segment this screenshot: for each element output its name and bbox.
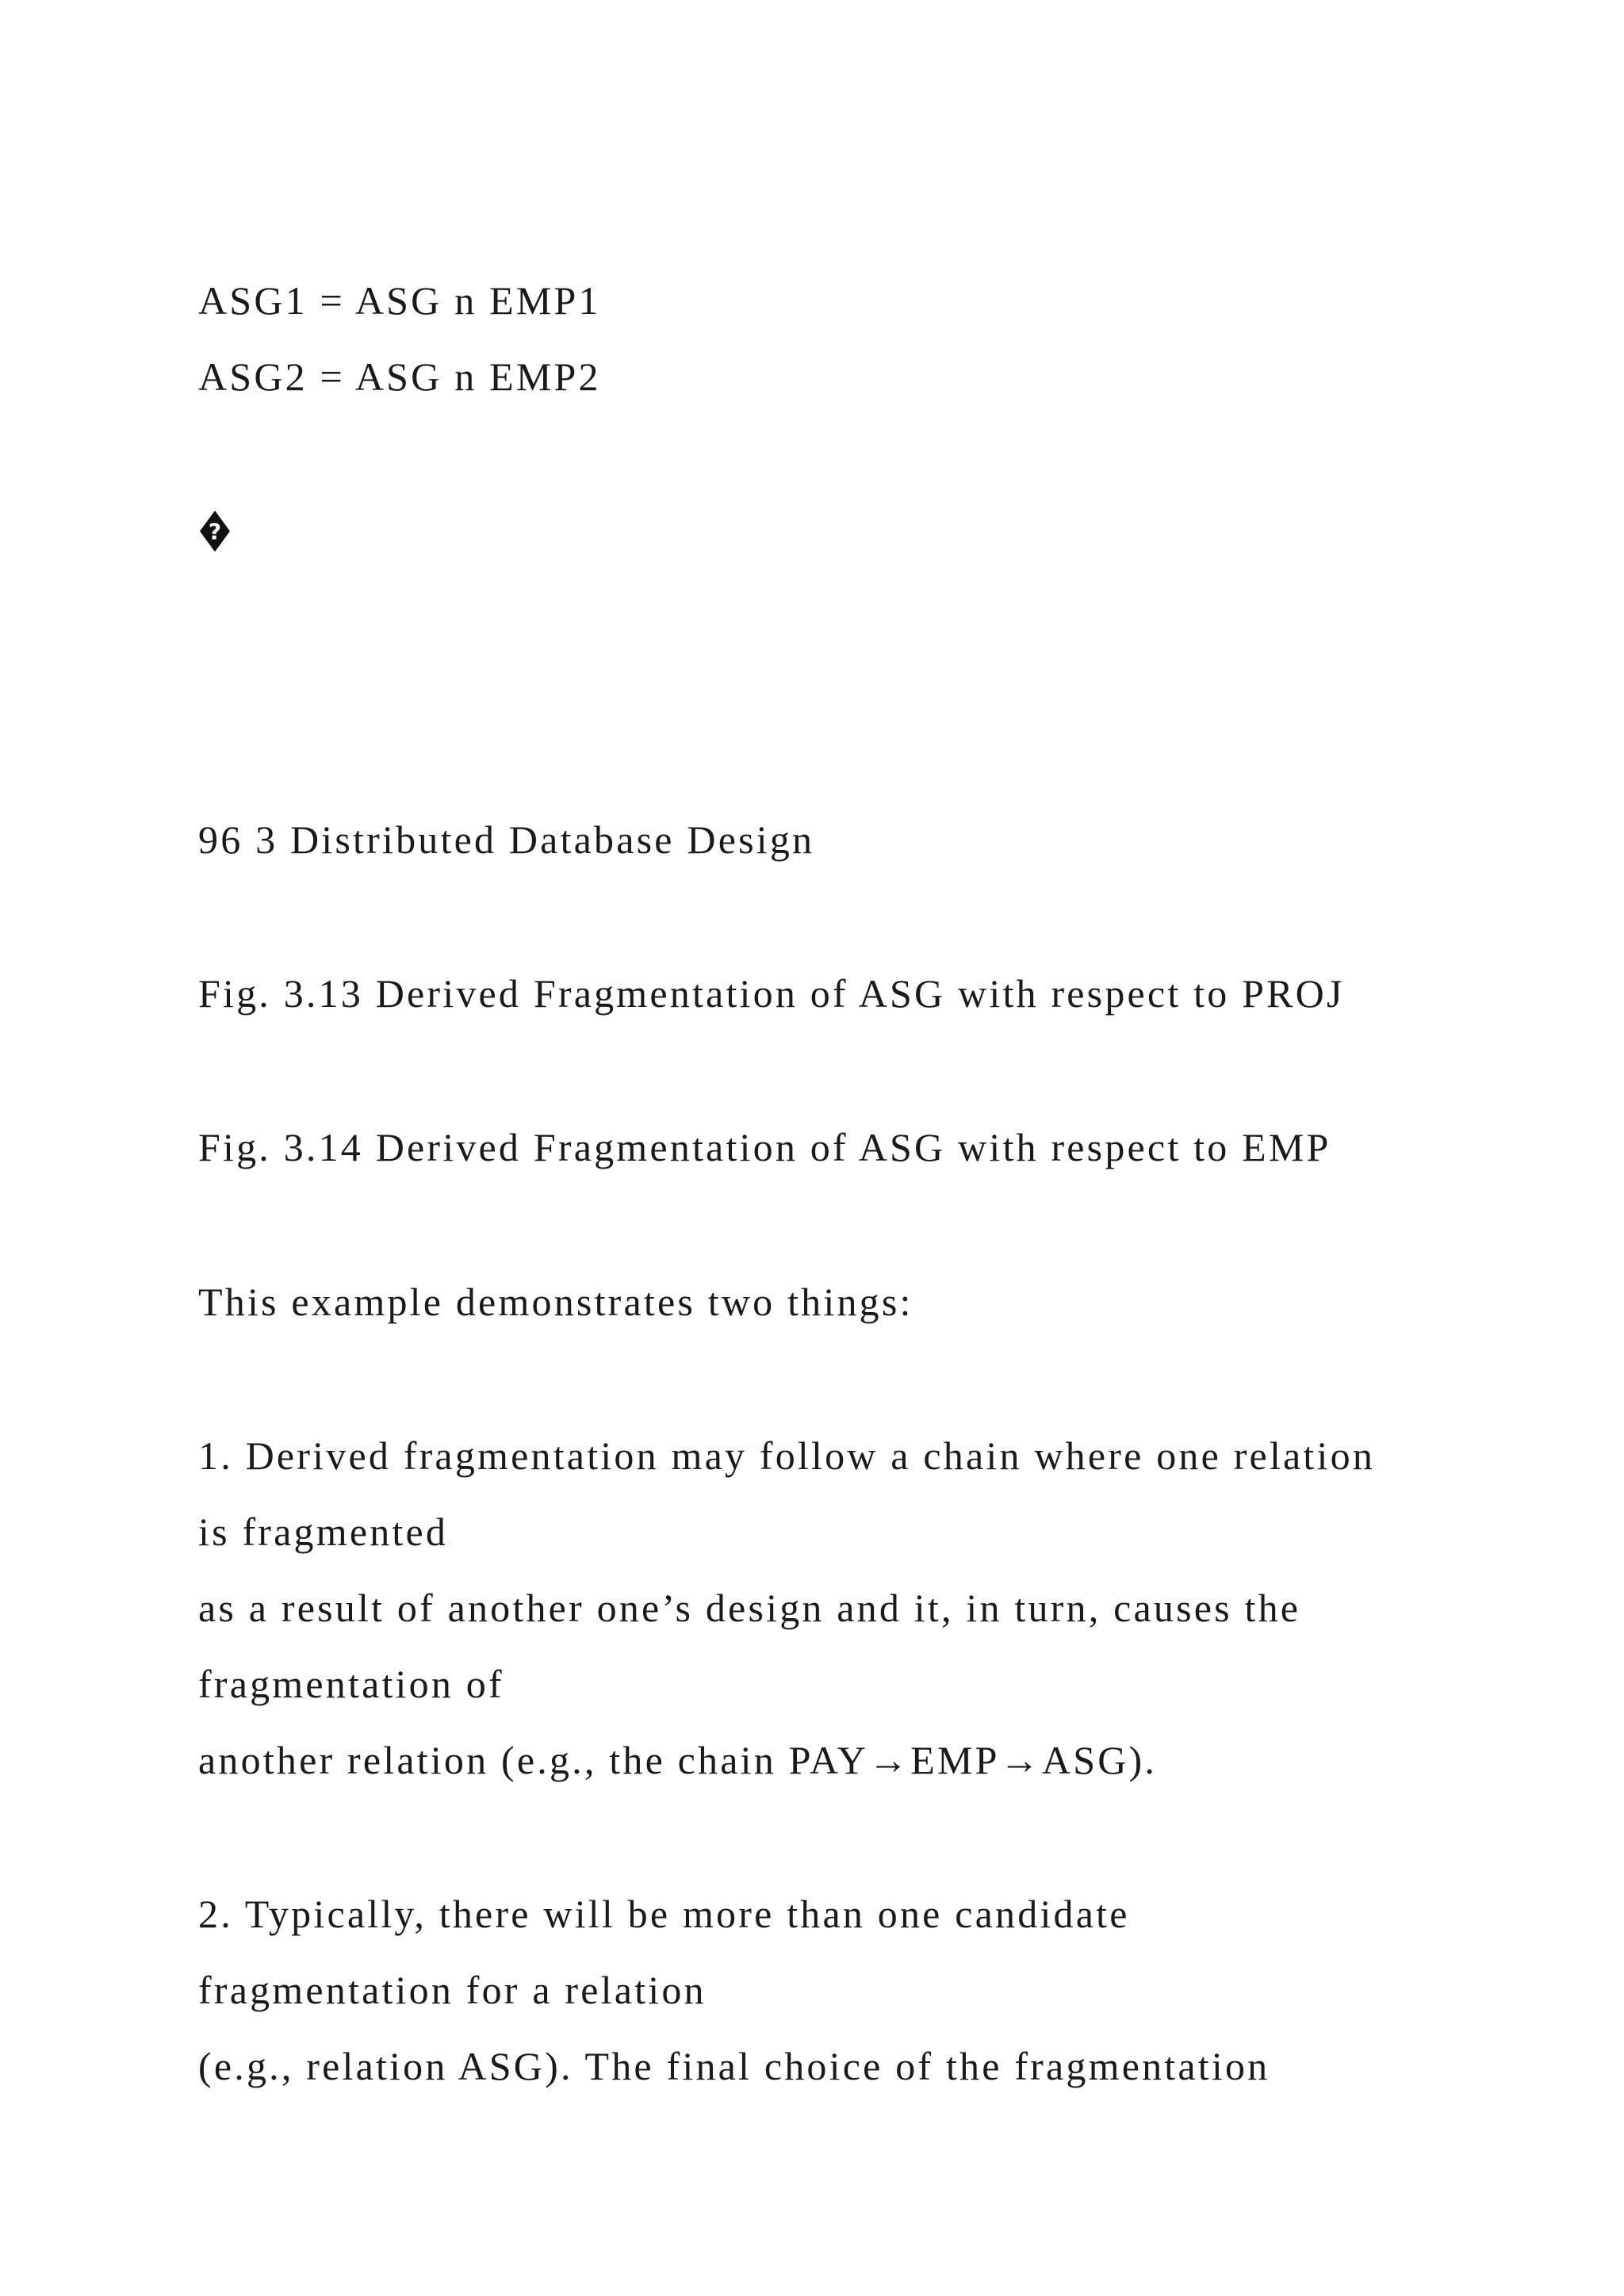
equation-asg1: ASG1 = ASG n EMP1 (198, 278, 601, 323)
point-1-line-3: as a result of another one’s design and it, in turn, causes the (198, 1586, 1301, 1630)
point-1-line-5: another relation (e.g., the chain PAY→EMP→ASG). (198, 1738, 1158, 1782)
point-2-line-2: fragmentation for a relation (198, 1968, 707, 2012)
point-1-line-2: is fragmented (198, 1510, 449, 1554)
figure-caption-3-14: Fig. 3.14 Derived Fragmentation of ASG with respect to EMP (198, 1125, 1331, 1169)
point-2-line-1: 2. Typically, there will be more than one candidate (198, 1892, 1130, 1936)
running-header: 96 3 Distributed Database Design (198, 817, 815, 862)
point-1-line-4: fragmentation of (198, 1662, 504, 1706)
point-1-line-1: 1. Derived fragmentation may follow a chain where one relation (198, 1433, 1376, 1478)
equation-asg2: ASG2 = ASG n EMP2 (198, 354, 601, 399)
figure-caption-3-13: Fig. 3.13 Derived Fragmentation of ASG with respect to PROJ (198, 971, 1345, 1016)
svg-text:?: ? (208, 519, 222, 545)
point-2-line-3: (e.g., relation ASG). The final choice of the fragmentation (198, 2044, 1270, 2088)
missing-character-icon (198, 509, 232, 553)
intro-paragraph: This example demonstrates two things: (198, 1280, 914, 1324)
